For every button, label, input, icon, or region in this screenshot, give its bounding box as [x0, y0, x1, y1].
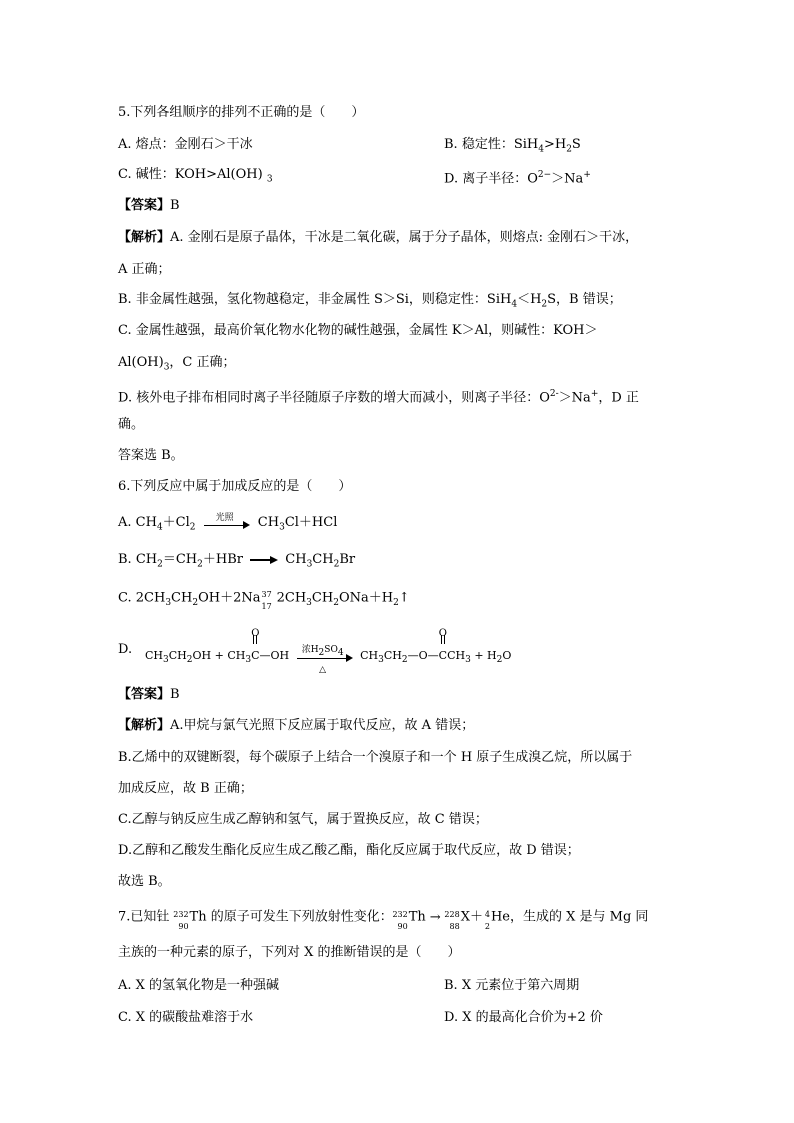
q5-explanation-d: D. 核外电子排布相同时离子半径随原子序数的增大而减小，则离子半径：$O^{2-}>Na^+$，D 正: [118, 389, 639, 406]
q5-option-d: D. 离子半径：$O^{2-}>Na^+$: [444, 170, 591, 187]
q6-option-a: A. $CH_4+Cl_2$ 光照 $CH_3Cl+HCl$: [118, 512, 338, 533]
q7-option-a: A. X 的氢氧化物是一种强碱: [118, 978, 280, 993]
nuclide-th: 232 90: [173, 910, 189, 931]
q5-explanation-a-cont: A 正确；: [118, 262, 171, 277]
q6-explanation-b: B.乙烯中的双键断裂，每个碳原子上结合一个溴原子和一个 H 原子生成溴乙烷，所以属于: [118, 750, 633, 765]
q7-option-c: C. X 的碳酸盐难溶于水: [118, 1010, 254, 1025]
q6-option-b: B. $CH_2=CH_2+HBr$ $CH_3CH_2Br$: [118, 552, 356, 570]
carbonyl-group: O C: [438, 628, 448, 662]
q5-explanation-a: 【解析】A. 金刚石是原子晶体，干冰是二氧化碳，属于分子晶体，则熔点: 金刚石＞干冰，: [118, 230, 639, 245]
q5-explanation-b: B. 非金属性越强，氢化物越稳定，非金属性 S＞Si，则稳定性：$SiH_4<H_2S$，B 错误；: [118, 292, 622, 310]
nuclide-x: 228 88: [444, 910, 460, 931]
reaction-arrow-icon: 浓$H_2SO_4$ △: [297, 649, 353, 663]
q6-explanation-a: 【解析】A.甲烷与氯气光照下反应属于取代反应，故 A 错误；: [118, 718, 475, 733]
q6-answer: 【答案】B: [118, 687, 180, 702]
q5-option-c: C. 碱性：KOH>Al(OH) $_3$: [118, 167, 273, 185]
nuclide-th-reactant: 232 90: [392, 910, 408, 931]
q6-option-c: C. $2CH_3CH_2OH+2Na$ 37 17 $2CH_3CH_2ONa+H_2↑$: [118, 590, 410, 611]
q5-explanation-c-cont: $Al(OH)_3$，C 正确；: [118, 355, 236, 373]
q5-explanation-d-cont: 确。: [118, 417, 145, 432]
q7-option-b: B. X 元素位于第六周期: [444, 978, 580, 993]
q6-explanation-b-cont: 加成反应，故 B 正确；: [118, 781, 253, 796]
q7-stem-cont: 主族的一种元素的原子，下列对 X 的推断错误的是（ ）: [118, 945, 461, 960]
q5-answer: 【答案】B: [118, 198, 180, 213]
arrow-icon: [250, 554, 278, 566]
nuclide-he: 4 2: [484, 910, 490, 931]
q5-explanation-c: C. 金属性越强，最高价氧化物水化物的碱性越强，金属性 K＞Al，则碱性：KOH＞: [118, 323, 598, 338]
q6-option-d-equation: $CH_3CH_2OH + CH_3$ O C—OH 浓$H_2SO_4$ △ $CH_3CH_2—O—$ O $CCH_3 + H_2O$: [145, 628, 512, 675]
q6-stem: 6.下列反应中属于加成反应的是（ ）: [118, 479, 352, 494]
q6-conclusion: 故选 B。: [118, 874, 171, 889]
carbonyl-group: O C: [251, 628, 260, 662]
q6-explanation-d: D.乙醇和乙酸发生酯化反应生成乙酸乙酯，酯化反应属于取代反应，故 D 错误；: [118, 843, 580, 858]
q7-option-d: D. X 的最高化合价为+2 价: [444, 1010, 603, 1025]
q6-option-d-label: D.: [118, 642, 133, 657]
q5-conclusion: 答案选 B。: [118, 448, 184, 463]
q5-stem: 5.下列各组顺序的排列不正确的是（ ）: [118, 105, 365, 120]
q5-option-b: B. 稳定性：$SiH_4>H_2S$: [444, 137, 581, 155]
q7-stem: 7.已知钍 232 90 Th 的原子可发生下列放射性变化： 232 90 Th → 228 88 X＋ 4 2 He，生成的 X 是与 Mg 同: [118, 907, 648, 928]
q5-option-a: A. 熔点：金刚石＞干冰: [118, 137, 253, 152]
q6-explanation-c: C.乙醇与钠反应生成乙醇钠和氢气，属于置换反应，故 C 错误；: [118, 812, 488, 827]
reaction-arrow-icon: 光照: [204, 516, 250, 530]
